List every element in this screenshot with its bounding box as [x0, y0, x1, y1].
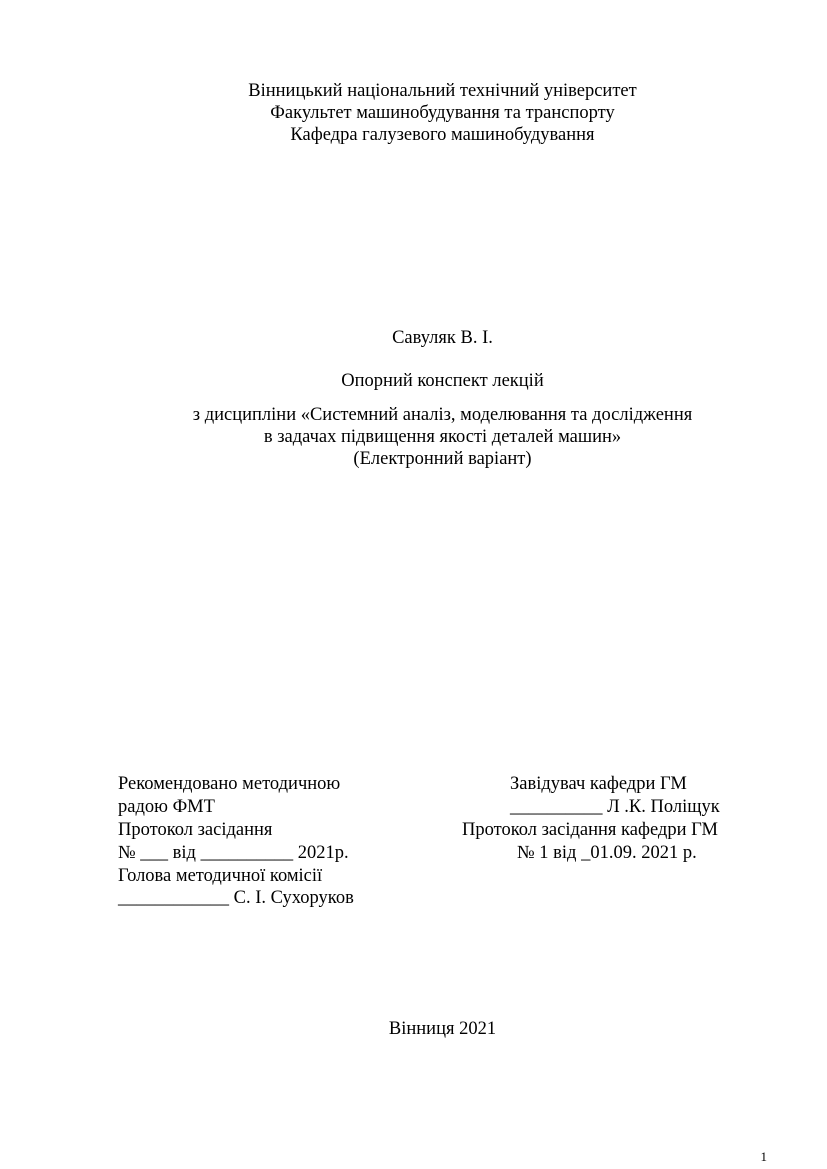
- electronic-variant: (Електронний варіант): [353, 449, 532, 469]
- approval-right-line-2: __________ Л .К. Поліщук: [510, 797, 720, 817]
- city-year: Вінниця 2021: [388, 1019, 497, 1039]
- faculty-name: Факультет машинобудування та транспорту: [270, 103, 615, 123]
- university-name: Вінницький національний технічний університет: [248, 81, 637, 101]
- document-type: Опорний конспект лекцій: [341, 371, 544, 391]
- approval-right-line-3: Протокол засідання кафедри ГМ: [462, 820, 719, 840]
- discipline-line-2: в задачах підвищення якості деталей машин»: [263, 427, 622, 447]
- approval-right-line-1: Завідувач кафедри ГМ: [510, 774, 687, 794]
- approval-left-line-4: № ___ від __________ 2021р.: [118, 843, 349, 863]
- approval-left-line-3: Протокол засідання: [118, 820, 273, 840]
- approval-left-line-6: ____________ С. І. Сухоруков: [118, 888, 354, 908]
- approval-left-line-5: Голова методичної комісії: [118, 866, 323, 886]
- discipline-line-1: з дисципліни «Системний аналіз, моделювання та дослідження: [192, 405, 693, 425]
- department-name: Кафедра галузевого машинобудування: [290, 125, 595, 145]
- author-name: Савуляк В. І.: [392, 328, 493, 348]
- approval-left-line-2: радою ФМТ: [118, 797, 215, 817]
- approval-right-line-4: № 1 від _01.09. 2021 р.: [517, 843, 697, 863]
- page-number: 1: [760, 1149, 767, 1164]
- approval-left-line-1: Рекомендовано методичною: [118, 774, 341, 794]
